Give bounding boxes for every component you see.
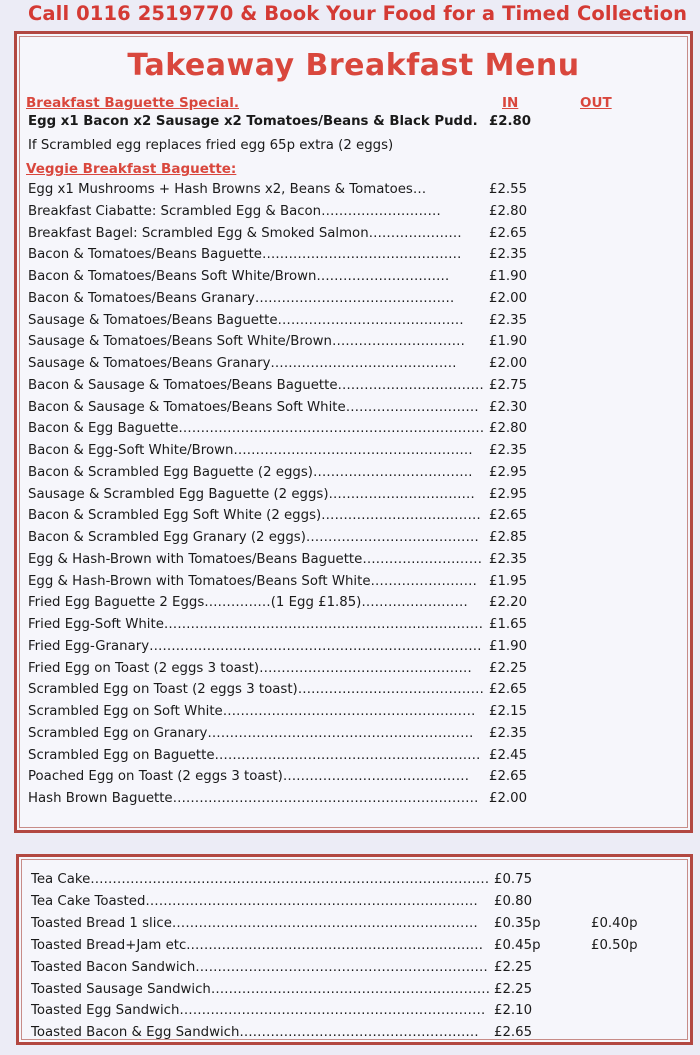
menu-item-name: Bacon & Scrambled Egg Baguette (2 eggs)………………………………	[28, 464, 473, 480]
menu-item-price: £2.95	[489, 464, 528, 480]
menu-title: Takeaway Breakfast Menu	[127, 48, 580, 83]
menu-item-price: £2.00	[489, 356, 528, 371]
menu-item-name: Bacon & Tomatoes/Beans Granary………………………………………	[28, 290, 455, 306]
special-item-price: £2.80	[489, 114, 532, 129]
menu-item-price: £2.35	[489, 725, 528, 741]
menu-item-name: Sausage & Tomatoes/Beans Soft White/Brown…………………………	[28, 334, 465, 350]
menu-item-price: £1.95	[489, 573, 528, 589]
column-in-heading: IN	[502, 95, 519, 111]
menu-item-name: Fried Egg on Toast (2 eggs 3 toast)…………………………………………	[28, 660, 472, 676]
extras-item-price: £0.35p	[494, 915, 541, 931]
menu-item-price: £2.35	[489, 312, 528, 328]
breakfast-menu-panel	[14, 31, 693, 833]
menu-item-price: £2.35	[489, 443, 528, 458]
menu-item-price: £2.65	[489, 769, 528, 785]
menu-item-price: £2.80	[489, 421, 528, 437]
menu-item-name: Scrambled Egg on Toast (2 eggs 3 toast)……………………………………	[28, 682, 484, 698]
menu-item-name: Bacon & Sausage & Tomatoes/Beans Soft White…………………………	[28, 399, 479, 415]
menu-item-name: Bacon & Egg Baguette……………………………………………………………	[28, 421, 485, 437]
extras-item-name: Toasted Sausage Sandwich………………………………………………………	[31, 981, 491, 997]
menu-item-name: Sausage & Tomatoes/Beans Granary……………………………………	[28, 356, 457, 371]
menu-item-price: £2.35	[489, 551, 528, 567]
menu-item-name: Sausage & Scrambled Egg Baguette (2 eggs)……………………………	[28, 486, 475, 502]
menu-item-name: Bacon & Egg-Soft White/Brown………………………………………………	[28, 443, 473, 458]
extras-item-price: £0.75	[494, 872, 533, 887]
menu-item-name: Fried Egg-Granary…………………………………………………………………	[28, 638, 482, 654]
menu-item-price: £2.35	[489, 247, 528, 263]
menu-item-name: Bacon & Sausage & Tomatoes/Beans Baguette……………………………	[28, 377, 484, 393]
menu-item-name: Sausage & Tomatoes/Beans Baguette……………………………………	[28, 312, 464, 328]
menu-item-price: £2.30	[489, 399, 528, 415]
menu-item-price: £1.65	[489, 617, 528, 632]
menu-item-price: £1.90	[489, 334, 528, 350]
extras-item-name: Toasted Egg Sandwich……………………………………………………………	[31, 1003, 486, 1019]
extras-item-price-out: £0.40p	[591, 915, 638, 931]
menu-item-price: £2.65	[489, 225, 528, 241]
menu-item-name: Bacon & Tomatoes/Beans Soft White/Brown…………………………	[28, 269, 450, 284]
menu-item-price: £1.90	[489, 269, 528, 284]
extras-menu-panel	[16, 854, 693, 1045]
extras-item-name: Tea Cake Toasted…………………………………………………………………	[31, 893, 478, 909]
extras-item-price: £0.45p	[494, 937, 541, 953]
extras-item-price: £2.25	[494, 959, 533, 975]
extras-item-name: Toasted Bacon & Egg Sandwich………………………………………………	[31, 1025, 479, 1041]
extras-item-price: £2.10	[494, 1003, 533, 1019]
menu-item-name: Bacon & Tomatoes/Beans Baguette………………………………………	[28, 247, 462, 263]
menu-item-name: Bacon & Scrambled Egg Soft White (2 eggs)………………………………	[28, 508, 481, 524]
menu-item-name: Egg & Hash-Brown with Tomatoes/Beans Baguette………………………	[28, 551, 482, 567]
menu-item-price: £2.85	[489, 530, 528, 545]
menu-item-name: Scrambled Egg on Granary……………………………………………………	[28, 725, 474, 741]
menu-item-name: Breakfast Ciabatte: Scrambled Egg & Bacon………………………	[28, 203, 441, 219]
extras-item-name: Tea Cake………………………………………………………………………………	[31, 872, 490, 887]
menu-item-name: Breakfast Bagel: Scrambled Egg & Smoked Salmon…………………	[28, 225, 462, 241]
special-note: If Scrambled egg replaces fried egg 65p extra (2 eggs)	[28, 138, 394, 153]
menu-item-name: Scrambled Egg on Soft White…………………………………………………	[28, 704, 476, 719]
menu-item-price: £2.45	[489, 747, 528, 763]
menu-item-name: Hash Brown Baguette……………………………………………………………	[28, 791, 479, 806]
column-out-heading: OUT	[580, 95, 612, 111]
veggie-heading: Veggie Breakfast Baguette:	[26, 161, 237, 177]
menu-item-price: £2.95	[489, 486, 528, 502]
menu-item-price: £2.25	[489, 660, 528, 676]
extras-item-price: £0.80	[494, 893, 533, 909]
menu-item-name: Bacon & Scrambled Egg Granary (2 eggs)…………………………………	[28, 530, 479, 545]
special-item-name: Egg x1 Bacon x2 Sausage x2 Tomatoes/Beans & Black Pudd.	[28, 114, 478, 129]
menu-item-price: £1.90	[489, 638, 528, 654]
extras-item-price-out: £0.50p	[591, 937, 638, 953]
menu-item-name: Egg x1 Mushrooms + Hash Browns x2, Beans & Tomatoes…	[28, 182, 427, 197]
menu-item-price: £2.80	[489, 203, 528, 219]
extras-item-name: Toasted Bread 1 slice……………………………………………………………	[31, 915, 478, 931]
extras-item-price: £2.25	[494, 981, 533, 997]
phone-banner: Call 0116 2519770 & Book Your Food for a Timed Collection	[28, 2, 688, 25]
menu-item-name: Fried Egg-Soft White………………………………………………………………	[28, 617, 484, 632]
menu-item-name: Fried Egg Baguette 2 Eggs……………(1 Egg £1.85)……………………	[28, 595, 468, 611]
menu-item-price: £2.15	[489, 704, 528, 719]
menu-item-price: £2.20	[489, 595, 528, 611]
menu-item-price: £2.00	[489, 290, 528, 306]
menu-item-price: £2.75	[489, 377, 528, 393]
extras-item-name: Toasted Bacon Sandwich…………………………………………………………	[31, 959, 488, 975]
menu-item-name: Poached Egg on Toast (2 eggs 3 toast)……………………………………	[28, 769, 469, 785]
menu-item-name: Scrambled Egg on Baguette……………………………………………………	[28, 747, 481, 763]
menu-item-name: Egg & Hash-Brown with Tomatoes/Beans Soft White……………………	[28, 573, 477, 589]
menu-item-price: £2.65	[489, 508, 528, 524]
extras-item-price: £2.65	[494, 1025, 533, 1041]
menu-item-price: £2.55	[489, 182, 528, 197]
extras-item-name: Toasted Bread+Jam etc.…………………………………………………………	[31, 937, 484, 953]
special-heading: Breakfast Baguette Special.	[26, 95, 239, 111]
menu-item-price: £2.65	[489, 682, 528, 698]
menu-item-price: £2.00	[489, 791, 528, 806]
